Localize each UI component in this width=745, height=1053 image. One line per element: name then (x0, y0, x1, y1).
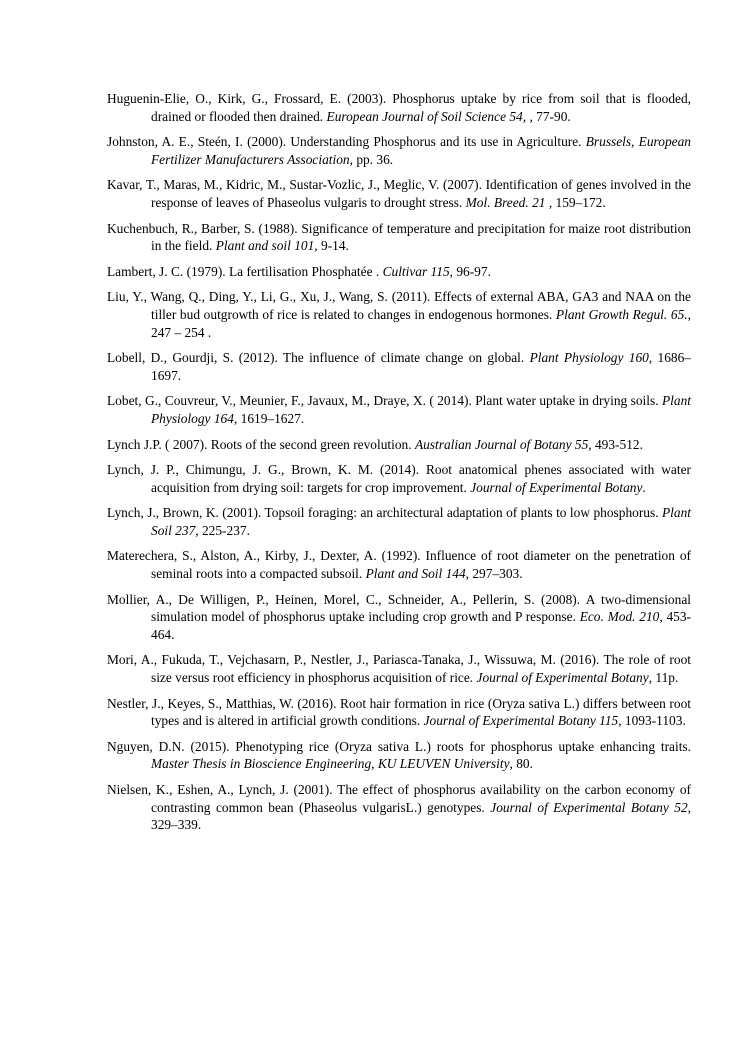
reference-text: Nestler, J., Keyes, S., Matthias, W. (2016). Root hair formation in rice (Oryza sativa L.) differs between root types and is altered in artificial growth conditions. (107, 695, 691, 729)
reference-text: Huguenin-Elie, O., Kirk, G., Frossard, E. (2003). Phosphorus uptake by rice from soil that is flooded, drained or flooded then drained. (107, 91, 691, 124)
reference-text: Lynch J.P. ( 2007). Roots of the second green revolution. (107, 436, 415, 452)
reference-entry (107, 349, 691, 384)
reference-journal: Plant Physiology 160 (529, 350, 649, 366)
reference-text: Lynch, J. P., Chimungu, J. G., Brown, K. M. (2014). Root anatomical phenes associated with water acquisition from drying soil: targets for crop improvement. (107, 462, 691, 495)
reference-journal: European Journal of Soil Science 54, (326, 108, 530, 124)
reference-journal: Brussels, European Fertilizer Manufacturers Association (151, 134, 691, 167)
reference-entry (107, 176, 691, 211)
reference-entry (107, 90, 691, 125)
reference-entry (107, 436, 691, 454)
reference-entry (107, 591, 691, 644)
reference-text: Lobet, G., Couvreur, V., Meunier, F., Javaux, M., Draye, X. ( 2014). Plant water uptake in drying soils. (107, 393, 662, 409)
reference-pages: , 80. (509, 756, 533, 772)
reference-journal: Mol. Breed. 21 (465, 194, 546, 210)
reference-text: Lynch, J., Brown, K. (2001). Topsoil foraging: an architectural adaptation of plants to low phosphorus. (107, 505, 662, 521)
reference-pages: , 247 – 254 . (151, 306, 691, 340)
reference-pages: , 1619–1627. (233, 410, 305, 426)
reference-entry (107, 504, 691, 539)
reference-pages: , 1686–1697. (151, 350, 691, 383)
reference-entry (107, 547, 691, 582)
reference-text: Liu, Y., Wang, Q., Ding, Y., Li, G., Xu, J., Wang, S. (2011). Effects of external ABA, GA3 and NAA on the tiller bud outgrowth of rice is related to changes in endogenous hormones. (107, 289, 691, 322)
reference-pages: , pp. 36. (349, 151, 394, 167)
reference-entry (107, 651, 691, 686)
reference-journal: Journal of Experimental Botany 115 (423, 713, 619, 729)
reference-entry (107, 392, 691, 427)
reference-journal: Plant and soil 101 (215, 238, 315, 254)
reference-entry (107, 781, 691, 834)
reference-pages: , 329–339. (151, 799, 692, 833)
reference-text: Materechera, S., Alston, A., Kirby, J., Dexter, A. (1992). Influence of root diameter on the penetration of seminal roots into a compacted subsoil. (107, 548, 691, 582)
reference-journal: Master Thesis in Bioscience Engineering, KU LEUVEN University (151, 756, 510, 772)
reference-text: Lobell, D., Gourdji, S. (2012). The influence of climate change on global. (107, 350, 530, 366)
reference-text: Kavar, T., Maras, M., Kidric, M., Sustar-Vozlic, J., Meglic, V. (2007). Identification of genes involved in the response of leaves of Phaseolus vulgaris to drought stress. (107, 177, 691, 210)
reference-pages: , 1093-1103. (618, 713, 686, 729)
reference-journal: Plant Soil 237 (151, 505, 691, 538)
reference-text: Nielsen, K., Eshen, A., Lynch, J. (2001). The effect of phosphorus availability on the carbon economy of contrasting common bean (Phaseolus vulgarisL.) genotypes. (107, 782, 691, 815)
reference-pages: , 159–172. (545, 194, 606, 210)
reference-list (107, 90, 691, 842)
reference-journal: Plant and Soil 144 (365, 566, 466, 582)
reference-journal: Eco. Mod. 210 (579, 609, 660, 625)
reference-journal: Journal of Experimental Botany 52 (490, 799, 688, 815)
reference-text: Lambert, J. C. (1979). La fertilisation Phosphatée . (107, 263, 383, 279)
reference-pages: , 225-237. (195, 522, 250, 538)
reference-pages: , 493-512. (588, 436, 643, 452)
reference-entry (107, 133, 691, 168)
reference-pages: , 453-464. (151, 609, 691, 642)
reference-pages: , 9-14. (314, 238, 349, 254)
reference-journal: Plant Physiology 164 (151, 393, 691, 426)
reference-pages: . (642, 479, 646, 495)
reference-text: Johnston, A. E., Steén, I. (2000). Understanding Phosphorus and its use in Agriculture. (107, 134, 586, 150)
reference-journal: Journal of Experimental Botany (470, 479, 643, 495)
reference-entry (107, 695, 691, 730)
reference-text: Mollier, A., De Willigen, P., Heinen, Morel, C., Schneider, A., Pellerin, S. (2008). A two-dimensional simulation model of phosphorus uptake including crop growth and P response. (107, 591, 691, 625)
reference-text: Nguyen, D.N. (2015). Phenotyping rice (Oryza sativa L.) roots for phosphorus uptake enhancing traits. (107, 738, 691, 754)
reference-entry (107, 738, 691, 773)
reference-journal: Australian Journal of Botany 55 (414, 436, 589, 452)
reference-entry (107, 263, 691, 281)
reference-pages: , 96-97. (449, 263, 491, 279)
reference-entry (107, 220, 691, 255)
reference-journal: Plant Growth Regul. 65. (555, 306, 688, 322)
reference-entry (107, 288, 691, 341)
reference-pages: , 77-90. (529, 108, 571, 124)
reference-pages: , 297–303. (465, 566, 523, 582)
reference-text: Kuchenbuch, R., Barber, S. (1988). Significance of temperature and precipitation for maize root distribution in the field. (107, 220, 691, 254)
reference-text: Mori, A., Fukuda, T., Vejchasarn, P., Nestler, J., Pariasca-Tanaka, J., Wissuwa, M. (2016). The role of root size versus root efficiency in phosphorus acquisition of rice. (107, 652, 691, 686)
reference-pages: , 11p. (648, 670, 679, 686)
reference-journal: Cultivar 115 (382, 263, 450, 279)
reference-journal: Journal of Experimental Botany (476, 670, 649, 686)
reference-entry (107, 461, 691, 496)
